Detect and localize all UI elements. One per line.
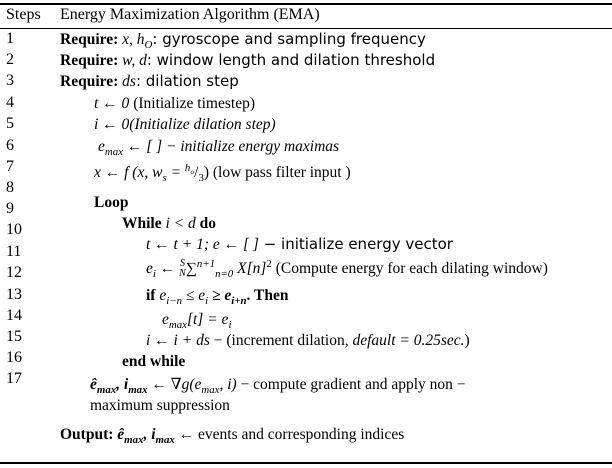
while-line: While i < d do [122, 215, 217, 232]
output-line: Output: $ê_{max}$, $i_{max}$ ← events and corresponding indices [60, 426, 405, 447]
step-number: 1 [6, 30, 14, 47]
loop-keyword: Loop [94, 194, 129, 211]
line-11: $e_i$ ← S N ∑$^{n+1}_{n=0}$ $X[n]^2$ (Compute energy for each dilating window) [146, 257, 548, 281]
step-number: 4 [6, 94, 14, 111]
step-number: 12 [6, 264, 22, 281]
header-title: Energy Maximization Algorithm (EMA) [60, 6, 320, 23]
step-number: 9 [6, 200, 14, 217]
line-12: if $e_{i-n} \le e_i \ge e_{i+n}$. Then [146, 287, 289, 308]
step-number: 17 [6, 370, 22, 387]
step-number: 13 [6, 286, 22, 303]
line-16: $ê_{max}$, $i_{max}$ ← $\nabla g(e_{max}$, i) − compute gradient and apply non − [90, 376, 466, 397]
line-5: i ← 0(Initialize dilation step) [94, 116, 276, 133]
step-number: 10 [6, 221, 22, 238]
step-number: 3 [6, 72, 14, 89]
step-number: 7 [6, 158, 14, 175]
line-6: $e_{max}$ ← [ ] − initialize energy maximas [98, 138, 340, 159]
require-line-2: Require: w, d: window length and dilation threshold [60, 51, 436, 69]
top-rule [0, 3, 612, 5]
line-13: $e_{max}[t] = e_i$ [162, 311, 232, 332]
step-number: 11 [6, 243, 22, 260]
step-number: 6 [6, 137, 14, 154]
bottom-rule [0, 462, 612, 464]
header-rule [0, 28, 612, 29]
line-16-cont: maximum suppression [90, 397, 230, 414]
end-while-keyword: end while [122, 353, 186, 370]
step-number: 16 [6, 349, 22, 366]
step-number: 8 [6, 179, 14, 196]
step-number: 15 [6, 328, 22, 345]
require-line-3: Require: ds: dilation step [60, 72, 239, 90]
step-number: 14 [6, 307, 22, 324]
line-10: t ← t + 1; e ← [ ] − initialize energy vector [146, 235, 453, 253]
require-line-1: Require: x, $h_O$: gyroscope and sampling frequency [60, 30, 426, 52]
header-steps: Steps [6, 6, 41, 23]
line-14: i ← i + ds − (increment dilation, default = 0.25sec.) [146, 332, 470, 349]
line-7: x ← f (x, $w_s = ^{h_o}/_3$) (low pass filter input ) [94, 161, 351, 185]
step-number: 2 [6, 51, 14, 68]
step-number: 5 [6, 115, 14, 132]
line-4: t ← 0 (Initialize timestep) [94, 95, 255, 112]
